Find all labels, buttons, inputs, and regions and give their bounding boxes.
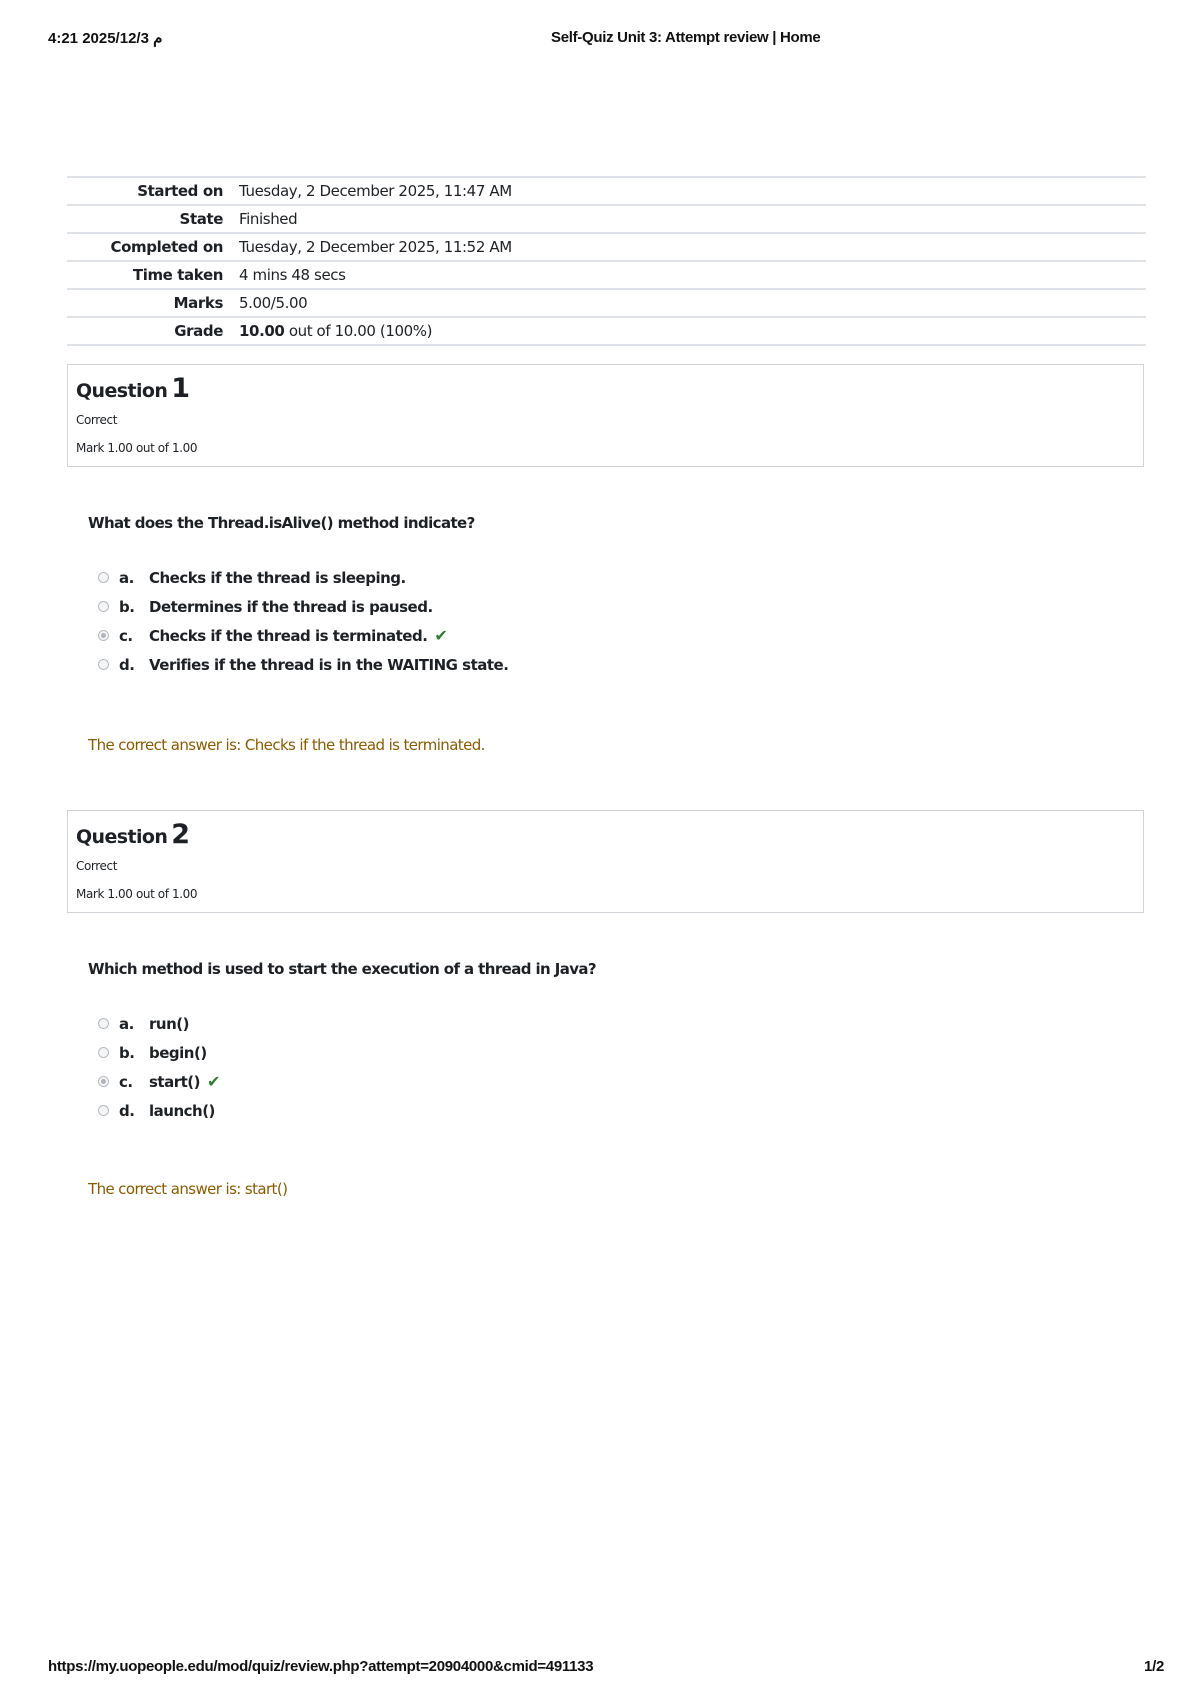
summary-value: 5.00/5.00 <box>239 294 308 312</box>
print-footer <box>0 1658 1200 1680</box>
summary-label: Completed on <box>110 238 223 256</box>
question-info <box>67 810 1144 913</box>
radio-button-checked[interactable] <box>98 1076 109 1087</box>
question-number: 2 <box>171 819 190 850</box>
answer-option[interactable] <box>98 1096 220 1125</box>
answer-option[interactable] <box>98 563 508 592</box>
summary-label: Marks <box>173 294 223 312</box>
answer-text: run() <box>149 1014 189 1033</box>
answer-number: a. <box>119 1014 134 1033</box>
question-state: Correct <box>76 413 117 427</box>
question-label: Question <box>76 826 168 848</box>
radio-button[interactable] <box>98 572 109 583</box>
radio-button[interactable] <box>98 1018 109 1029</box>
check-icon: ✔ <box>207 1072 220 1091</box>
question-info <box>67 364 1144 467</box>
summary-label: Started on <box>137 182 223 200</box>
summary-value: Finished <box>239 210 298 228</box>
summary-row <box>67 177 1146 205</box>
answer-text: start() <box>149 1072 200 1091</box>
answer-option[interactable] <box>98 1038 220 1067</box>
summary-row <box>67 289 1146 317</box>
answer-list <box>98 563 508 679</box>
answer-option[interactable] <box>98 650 508 679</box>
summary-row <box>67 205 1146 233</box>
answer-list <box>98 1009 220 1125</box>
question-grade: Mark 1.00 out of 1.00 <box>76 887 198 901</box>
answer-text: launch() <box>149 1101 215 1120</box>
right-answer-feedback: The correct answer is: start() <box>88 1180 288 1198</box>
answer-text: Determines if the thread is paused. <box>149 597 433 616</box>
radio-button[interactable] <box>98 1105 109 1116</box>
question-text: Which method is used to start the execution of a thread in Java? <box>88 960 597 978</box>
radio-button[interactable] <box>98 1047 109 1058</box>
radio-button-checked[interactable] <box>98 630 109 641</box>
answer-text: Verifies if the thread is in the WAITING state. <box>149 655 509 674</box>
question-grade: Mark 1.00 out of 1.00 <box>76 441 198 455</box>
answer-number: d. <box>119 1101 135 1120</box>
summary-value <box>237 317 1146 345</box>
summary-label: State <box>179 210 223 228</box>
question-text: What does the Thread.isAlive() method indicate? <box>88 514 475 532</box>
print-title: Self-Quiz Unit 3: Attempt review | Home <box>551 29 821 46</box>
answer-option-selected[interactable] <box>98 1067 220 1096</box>
question-title <box>76 373 189 404</box>
answer-text: Checks if the thread is sleeping. <box>149 568 406 587</box>
check-icon: ✔ <box>434 626 448 645</box>
summary-row <box>67 317 1146 345</box>
question-label: Question <box>76 380 168 402</box>
answer-number: c. <box>119 626 133 645</box>
answer-number: d. <box>119 655 135 674</box>
answer-number: c. <box>119 1072 133 1091</box>
print-header <box>0 29 1200 51</box>
summary-value: Tuesday, 2 December 2025, 11:52 AM <box>239 238 512 256</box>
attempt-summary-table <box>67 176 1146 346</box>
print-page-number: 1/2 <box>1144 1658 1164 1675</box>
answer-number: b. <box>119 597 135 616</box>
answer-option[interactable] <box>98 592 508 621</box>
question-number: 1 <box>171 373 190 404</box>
answer-text: Checks if the thread is terminated. <box>149 626 428 645</box>
print-url: https://my.uopeople.edu/mod/quiz/review.php?attempt=20904000&cmid=491133 <box>48 1658 594 1675</box>
summary-row <box>67 261 1146 289</box>
answer-number: a. <box>119 568 134 587</box>
summary-row <box>67 233 1146 261</box>
answer-option-selected[interactable] <box>98 621 508 650</box>
summary-value: Tuesday, 2 December 2025, 11:47 AM <box>239 182 512 200</box>
summary-label: Grade <box>174 322 223 340</box>
answer-option[interactable] <box>98 1009 220 1038</box>
answer-text: begin() <box>149 1043 207 1062</box>
print-datetime: 4:21 2025/12/3 م <box>48 30 163 47</box>
summary-value: 4 mins 48 secs <box>239 266 346 284</box>
grade-rest: out of 10.00 (100%) <box>284 322 433 340</box>
radio-button[interactable] <box>98 659 109 670</box>
radio-button[interactable] <box>98 601 109 612</box>
summary-label: Time taken <box>132 266 223 284</box>
question-state: Correct <box>76 859 117 873</box>
answer-number: b. <box>119 1043 135 1062</box>
question-title <box>76 819 189 850</box>
grade-value: 10.00 <box>239 322 285 340</box>
right-answer-feedback: The correct answer is: Checks if the thread is terminated. <box>88 736 485 754</box>
